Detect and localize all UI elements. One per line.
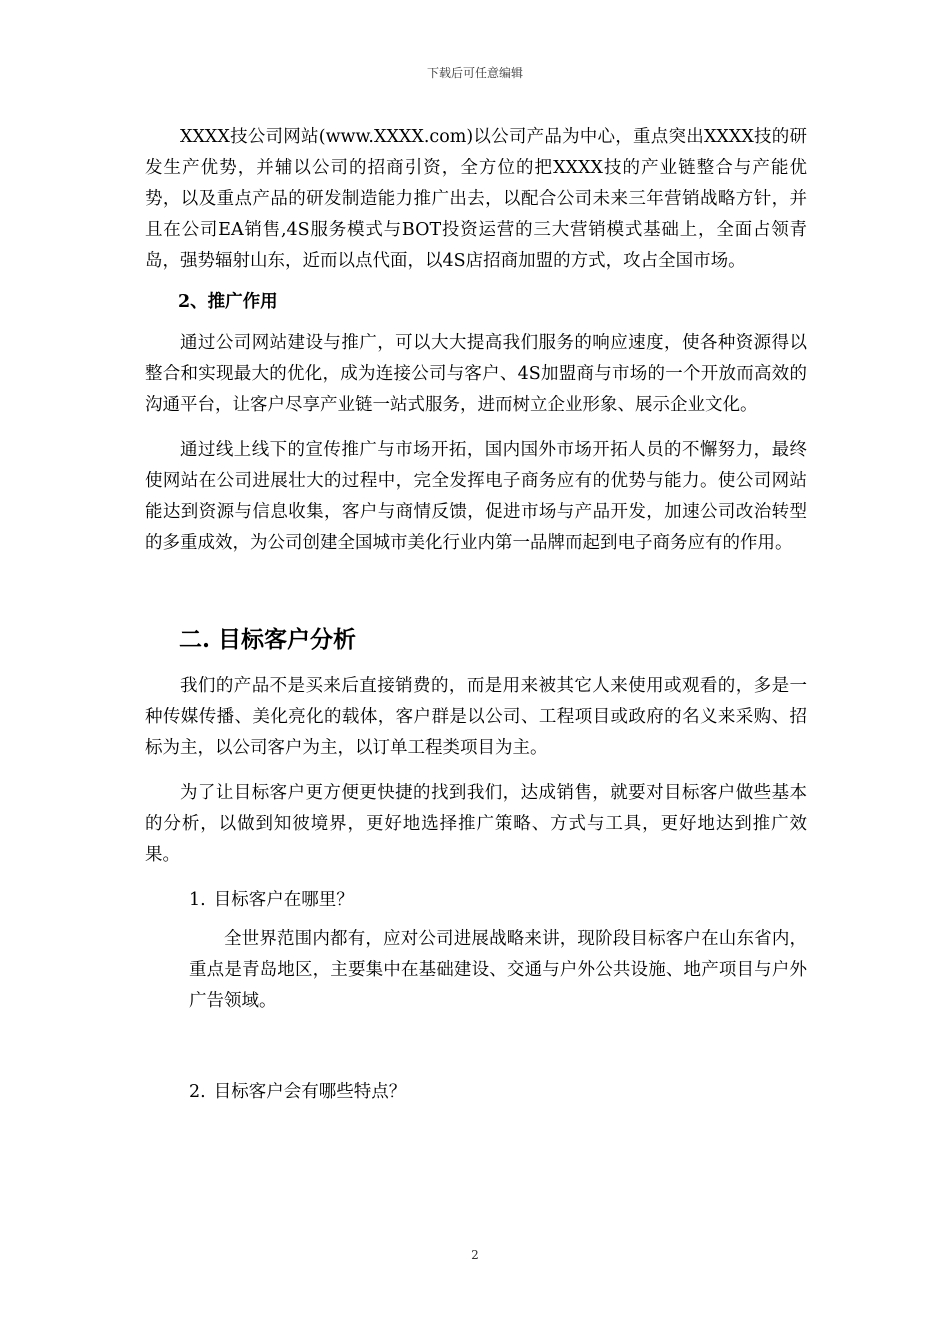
list-item-1-body: 全世界范围内都有，应对公司进展战略来讲，现阶段目标客户在山东省内，重点是青岛地区，主要集中在基础建设、交通与户外公共设施、地产项目与户外广告领域。 (189, 929, 807, 1011)
analysis-paragraph-1: 我们的产品不是买来后直接销费的，而是用来被其它人来使用或观看的，多是一种传媒传播、美化亮化的载体，客户群是以公司、工程项目或政府的名义来采购、招标为主，以公司客户为主，以订单工程类项目为主。 (145, 676, 807, 758)
document-body (145, 122, 807, 1116)
list-item-2 (145, 1077, 807, 1108)
list-item-label: 目标客户会有哪些特点？ (213, 1082, 407, 1102)
list-item-label: 目标客户在哪里？ (213, 890, 354, 910)
page-header: 下载后可任意编辑 (426, 66, 523, 80)
intro-paragraph: XXXX技公司网站(www.XXXX.com)以公司产品为中心，重点突出XXXX技的研发生产优势，并辅以公司的招商引资，全方位的把XXXX技的产业链整合与产能优势，以及重点产品的研发制造能力推广出去，以配合公司未来三年营销战略方针，并且在公司EA销售,4S服务模式与BOT投资运营的三大营销模式基础上，全面占领青岛，强势辐射山东，近而以点代面，以4S店招商加盟的方式，攻占全国市场。 (145, 127, 807, 271)
promotion-paragraph-1: 通过公司网站建设与推广，可以大大提高我们服务的响应速度，使各种资源得以整合和实现最大的优化，成为连接公司与客户、4S加盟商与市场的一个开放而高效的沟通平台，让客户尽享产业链一站式服务，进而树立企业形象、展示企业文化。 (145, 333, 807, 415)
subheading-promotion-role: 2、推广作用 (178, 292, 278, 312)
page-number: 2 (471, 1248, 479, 1262)
section-title: 二. 目标客户分析 (179, 626, 357, 653)
promotion-paragraph-2: 通过线上线下的宣传推广与市场开拓，国内国外市场开拓人员的不懈努力，最终使网站在公司进展壮大的过程中，完全发挥电子商务应有的优势与能力。使公司网站能达到资源与信息收集，客户与商情反馈，促进市场与产品开发，加速公司改治转型的多重成效，为公司创建全国城市美化行业内第一品牌而起到电子商务应有的作用。 (145, 440, 807, 553)
list-item-1 (145, 885, 807, 916)
analysis-paragraph-2: 为了让目标客户更方便更快捷的找到我们，达成销售，就要对目标客户做些基本的分析，以做到知彼境界，更好地选择推广策略、方式与工具，更好地达到推广效果。 (145, 783, 807, 865)
list-item-number: 2. (189, 1082, 206, 1102)
list-item-number: 1. (189, 890, 206, 910)
